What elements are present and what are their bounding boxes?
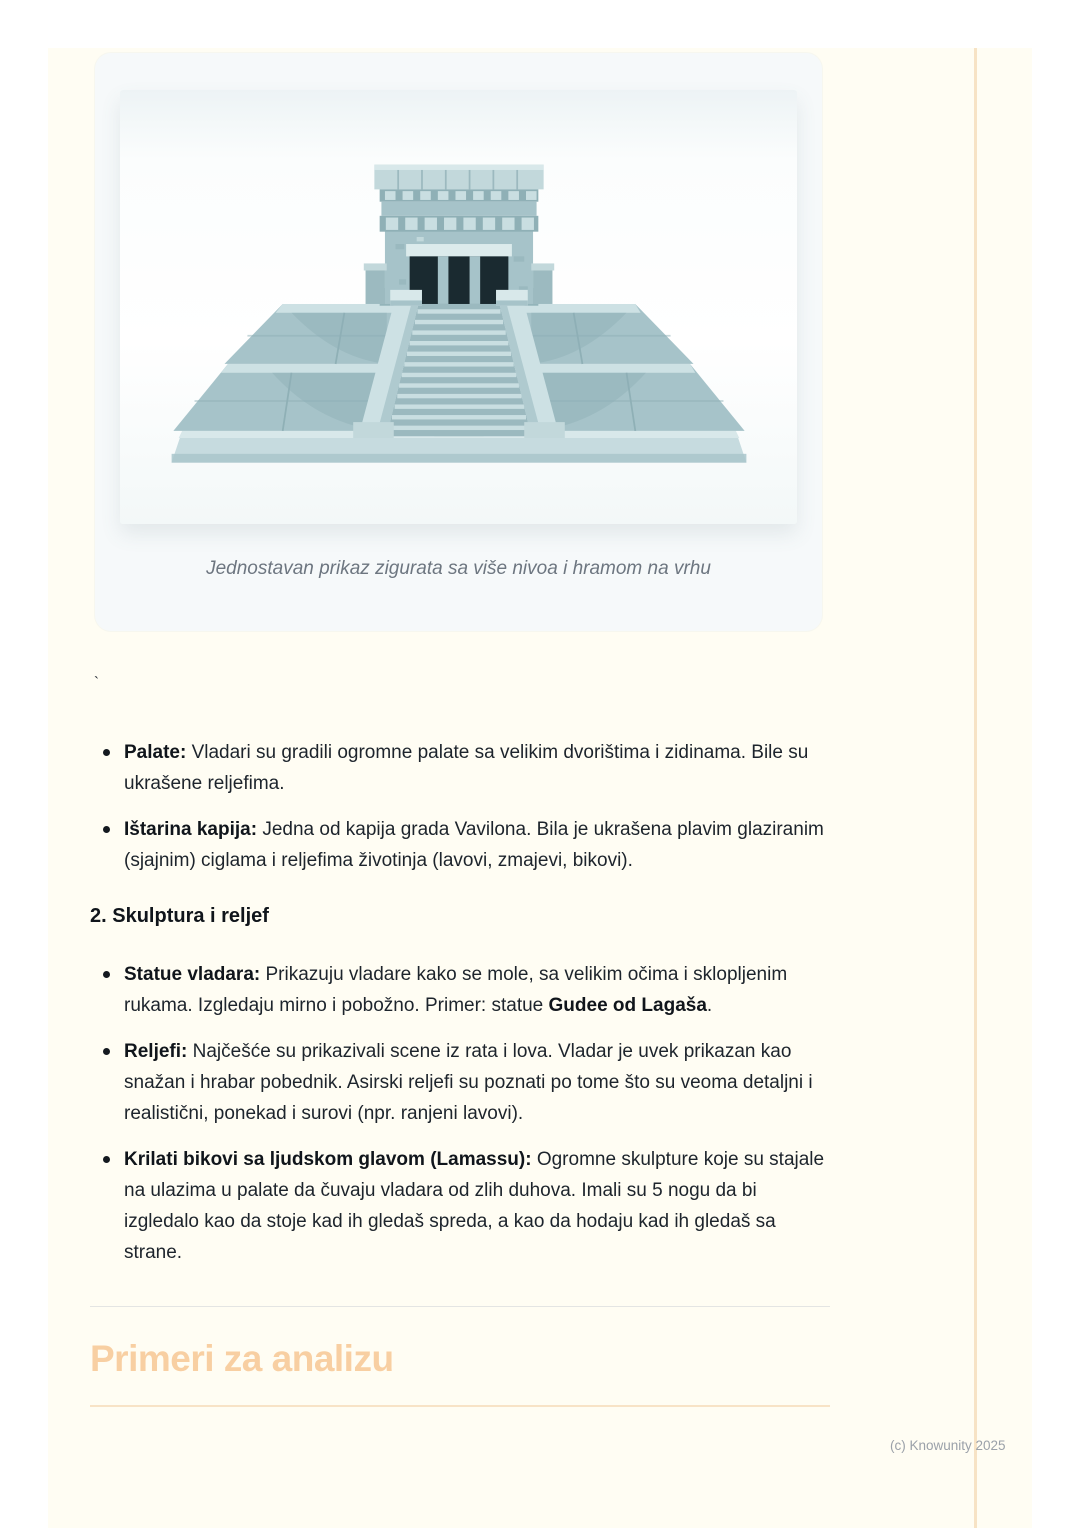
section-divider: [90, 1306, 830, 1307]
section-heading-sculpture: 2. Skulptura i reljef: [90, 905, 269, 927]
architecture-list: [90, 737, 830, 876]
list-item-lead: Reljefi:: [124, 1041, 188, 1062]
list-item-text: .: [706, 995, 713, 1016]
list-item-lead: Palate:: [124, 742, 187, 763]
examples-heading: Primeri za analizu: [90, 1338, 394, 1379]
figure-image: [120, 90, 797, 524]
page-edge-line: [974, 48, 977, 1528]
list-item-text: Najčešće su prikazivali scene iz rata i lova. Vladar je uvek prikazan kao snažan i hrabar pobednik. Asirski reljefi su poznati po tome što su veoma detaljni i realistični, ponekad i surovi (npr. ranjeni lavovi).: [124, 1041, 813, 1124]
list-item-text: Jedna od kapija grada Vavilona. Bila je ukrašena plavim glaziranim (sjajnim) ciglama i reljefima životinja (lavovi, zmajevi, bikovi).: [124, 819, 824, 871]
list-item-lamassu: [90, 1144, 830, 1268]
note-page: [48, 48, 1032, 1528]
list-item-palate: [90, 737, 830, 799]
list-item-lead: Ištarina kapija:: [124, 819, 258, 840]
list-item-lead: Krilati bikovi sa ljudskom glavom (Lamassu):: [124, 1149, 532, 1170]
examples-heading-rule: [90, 1405, 830, 1407]
content-column: [90, 672, 830, 1407]
copyright-notice: (c) Knowunity 2025: [890, 1438, 1006, 1453]
list-item-text: Prikazuju vladare kako se mole, sa velikim očima i sklopljenim rukama. Izgledaju mirno i pobožno. Primer: statue: [124, 964, 788, 1016]
list-item-bold: Gudee od Lagaša: [548, 995, 707, 1016]
ziggurat-illustration: [159, 140, 759, 475]
figure-card: [95, 53, 822, 631]
list-item-text: Ogromne skulpture koje su stajale na ulazima u palate da čuvaju vladara od zlih duhova. Imali su 5 nogu da bi izgledalo kao da stoje kad ih gledaš spreda, a kao da hodaju kad ih gledaš sa strane.: [124, 1149, 825, 1263]
list-item-reljefi: [90, 1036, 830, 1129]
sculpture-list: [90, 959, 830, 1268]
stray-character: `: [94, 674, 99, 691]
list-item-lead: Statue vladara:: [124, 964, 261, 985]
figure-caption: Jednostavan prikaz zigurata sa više nivoa i hramom na vrhu: [206, 558, 711, 579]
list-item-istarina-kapija: [90, 814, 830, 876]
list-item-text: Vladari su gradili ogromne palate sa velikim dvorištima i zidinama. Bile su ukrašene reljefima.: [124, 742, 809, 794]
list-item-statue-vladara: [90, 959, 830, 1021]
